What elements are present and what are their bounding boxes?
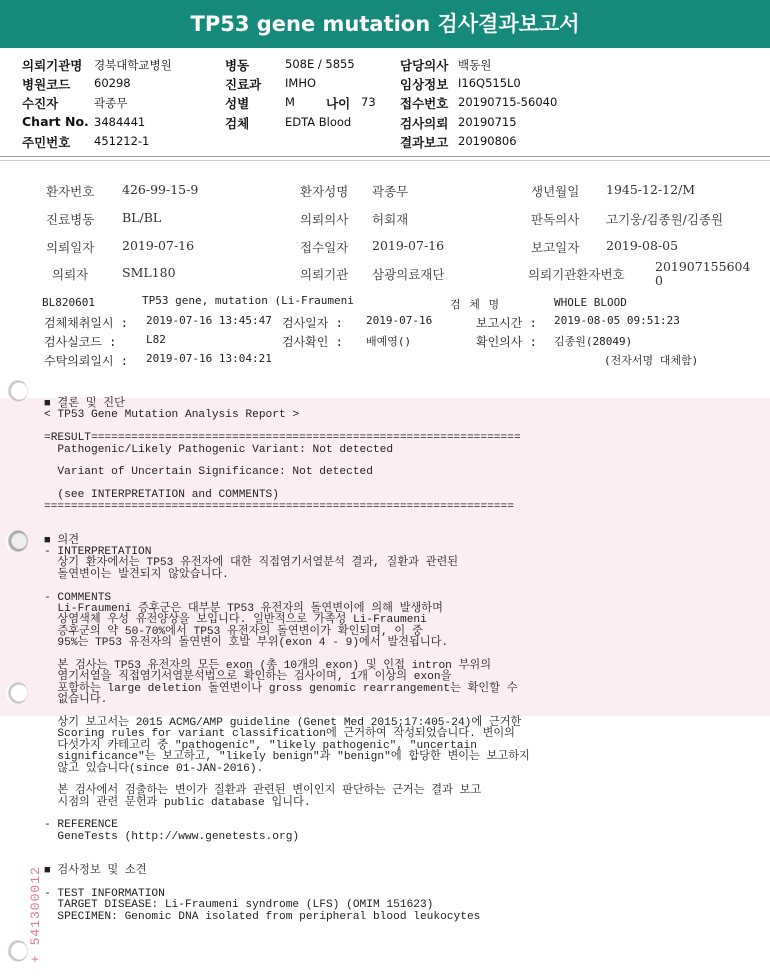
report-line: GeneTests (http://www.genetests.org) <box>44 830 300 843</box>
report-line: 시점의 관련 문헌과 public database 입니다. <box>44 796 311 809</box>
report-line: - INTERPRETATION <box>44 546 152 559</box>
header-label: 진료과 <box>225 77 262 92</box>
header-label: 결과보고 <box>400 135 449 150</box>
info-value: 고기웅/김종원/김종원 <box>606 212 724 227</box>
report-line: - COMMENTS <box>44 591 112 604</box>
report-line: 증후군의 약 50-70%에서 TP53 유전자의 돌연변이가 확인되며, 이 중 <box>44 625 423 638</box>
report-line: Pathogenic/Likely Pathogenic Variant: Not detected <box>44 443 394 456</box>
report-line: TARGET DISEASE: Li-Fraumeni syndrome (LFS) (OMIM 151623) <box>44 899 434 912</box>
header-label: 의뢰기관명 <box>22 58 83 73</box>
header-divider-2 <box>0 160 770 161</box>
report-line: 돌연변이는 발견되지 않았습니다. <box>44 568 229 581</box>
report-line <box>44 512 530 523</box>
e-signature-note: (전자서명 대체함) <box>604 354 699 367</box>
header-label: 접수번호 <box>400 96 449 111</box>
test-label: 검사일자 : <box>282 316 343 330</box>
header-value: 백동원 <box>458 58 492 72</box>
header-label: 병원코드 <box>22 77 71 92</box>
header-label: 임상정보 <box>400 77 449 92</box>
report-line <box>44 774 530 785</box>
report-line: 95%는 TP53 유전자의 돌연변이 호발 부위(exon 4 - 9)에서 발견됩니다. <box>44 637 449 650</box>
header-label: 주민번호 <box>22 135 71 150</box>
report-line: =RESULT================================================================ <box>44 432 521 445</box>
info-label: 보고일자 <box>531 240 580 255</box>
header-label: 검사의뢰 <box>400 116 449 131</box>
report-line: 없습니다. <box>44 694 108 707</box>
report-line: 본 검사에서 검출하는 변이가 질환과 관련된 변이인지 판단하는 근거는 결과 보고 <box>44 785 482 798</box>
test-label: 검사실코드 : <box>44 335 117 349</box>
report-line: 상염색체 우성 유전양상을 보입니다. 일반적으로 가족성 Li-Fraumeni <box>44 614 427 627</box>
test-label: 보고시간 : <box>476 316 537 330</box>
header-label: 성별 <box>225 96 250 111</box>
report-line: - TEST INFORMATION <box>44 887 165 900</box>
test-label: 확인의사 : <box>476 335 537 349</box>
report-line <box>44 842 530 853</box>
stamp-number: + 541300012 <box>28 866 43 963</box>
header-label: 검체 <box>225 116 250 131</box>
report-line: 상기 보고서는 2015 ACMG/AMP guideline (Genet Med 2015;17:405-24)에 근거한 <box>44 716 522 729</box>
header-value: 60298 <box>94 76 131 90</box>
age-label: 나이 <box>326 96 351 111</box>
report-line: SPECIMEN: Genomic DNA isolated from peripheral blood leukocytes <box>44 910 481 923</box>
info-value: 201907155604 <box>655 259 751 274</box>
info-label: 판독의사 <box>531 212 580 227</box>
report-line: (see INTERPRETATION and COMMENTS) <box>44 489 279 502</box>
test-value: 2019-08-05 09:51:23 <box>554 314 680 327</box>
report-line <box>44 649 530 660</box>
report-line <box>44 580 530 591</box>
report-line: Variant of Uncertain Significance: Not detected <box>44 466 373 479</box>
info-value: 0 <box>655 273 663 288</box>
report-line: 염기서열을 직접염기서열분석법으로 확인하는 검사이며, 1개 이상의 exon을 <box>44 671 452 684</box>
header-label: Chart No. <box>22 114 89 129</box>
header-label: 담당의사 <box>400 58 449 73</box>
report-line <box>44 421 530 432</box>
test-value: 김종원(28049) <box>554 335 633 348</box>
info-label: 의뢰일자 <box>46 240 95 255</box>
test-value: 2019-07-16 13:04:21 <box>146 352 272 365</box>
header-label: 병동 <box>225 58 250 73</box>
info-label: 환자성명 <box>300 184 349 199</box>
report-line <box>44 523 530 534</box>
specimen-value: WHOLE BLOOD <box>554 296 627 309</box>
info-value: SML180 <box>122 265 176 280</box>
info-value: 삼광의료재단 <box>372 267 445 282</box>
info-label: 진료병동 <box>46 212 95 227</box>
test-label: 수탁의뢰일시 : <box>44 354 129 368</box>
report-line: 상기 환자에서는 TP53 유전자에 대한 직접염기서열분석 결과, 질환과 관련된 <box>44 557 459 570</box>
punch-hole <box>6 380 28 402</box>
report-line <box>44 876 530 887</box>
test-value: L82 <box>146 333 166 346</box>
specimen-label: 검 체 명 <box>450 298 501 311</box>
report-line: 포함하는 large deletion 돌연변이나 gross genomic rearrangement는 확인할 수 <box>44 682 518 695</box>
header-value: M <box>285 95 295 109</box>
info-value: BL/BL <box>122 210 162 225</box>
header-value: 20190715 <box>458 115 517 129</box>
report-line: < TP53 Gene Mutation Analysis Report > <box>44 409 300 422</box>
report-line: 다섯가지 카테고리 중 "pathogenic", "likely pathogenic", "uncertain <box>44 739 477 752</box>
punch-hole <box>6 682 28 704</box>
info-value: 허회재 <box>372 212 409 227</box>
info-value: 2019-07-16 <box>122 238 195 253</box>
report-line: - REFERENCE <box>44 819 118 832</box>
report-line: 않고 있습니다(since 01-JAN-2016). <box>44 762 264 775</box>
info-value: 2019-08-05 <box>606 238 679 253</box>
header-value: EDTA Blood <box>285 115 352 129</box>
header-value: 곽종무 <box>94 96 128 110</box>
report-line <box>44 478 530 489</box>
report-title: TP53 gene mutation 검사결과보고서 <box>190 12 580 36</box>
info-label: 환자번호 <box>46 184 95 199</box>
info-value: 곽종무 <box>372 184 409 199</box>
test-name: TP53 gene, mutation (Li-Fraumeni <box>142 294 354 307</box>
header-value: 451212-1 <box>94 134 150 148</box>
report-line: ====================================================================== <box>44 500 514 513</box>
report-line <box>44 706 530 717</box>
header-value: 508E / 5855 <box>285 57 355 71</box>
report-line: ■ 결론 및 진단 <box>44 398 125 410</box>
report-line <box>44 854 530 865</box>
info-label: 의뢰의사 <box>300 212 349 227</box>
age-value: 73 <box>361 95 376 109</box>
report-line: Scoring rules for variant classification에 근거하여 작성되었습니다. 변이의 <box>44 728 515 741</box>
info-label: 의뢰자 <box>52 267 89 282</box>
test-value: 2019-07-16 13:45:47 <box>146 314 272 327</box>
header-value: 20190806 <box>458 134 517 148</box>
report-line <box>44 455 530 466</box>
header-value: 20190715-56040 <box>458 95 558 109</box>
report-body <box>44 398 530 922</box>
info-value: 426-99-15-9 <box>122 182 199 197</box>
info-label: 의뢰기관환자번호 <box>528 267 625 282</box>
header-value: 3484441 <box>94 115 146 129</box>
info-value: 1945-12-12/M <box>606 182 696 197</box>
test-value: 배예영() <box>366 335 412 348</box>
info-label: 의뢰기관 <box>300 267 349 282</box>
test-label: 검체채취일시 : <box>44 316 129 330</box>
punch-hole <box>6 530 28 552</box>
report-line: significance"는 보고하고, "likely benign"과 "benign"에 합당한 변이는 보고하지 <box>44 751 530 764</box>
header-divider <box>0 156 770 157</box>
info-label: 접수일자 <box>300 240 349 255</box>
info-label: 생년월일 <box>531 184 580 199</box>
punch-hole <box>6 940 28 962</box>
report-line: 본 검사는 TP53 유전자의 모든 exon (총 10개의 exon) 및 인접 intron 부위의 <box>44 659 492 672</box>
report-line: Li-Fraumeni 증후군은 대부분 TP53 유전자의 돌연변이에 의해 발생하며 <box>44 603 443 616</box>
report-line: ■ 검사정보 및 소견 <box>44 865 147 878</box>
report-line: ■ 의견 <box>44 534 80 547</box>
info-value: 2019-07-16 <box>372 238 445 253</box>
test-value: 2019-07-16 <box>366 314 433 327</box>
test-code: BL820601 <box>42 296 95 309</box>
report-line <box>44 808 530 819</box>
header-value: 경북대학교병원 <box>94 58 172 72</box>
header-value: IMHO <box>285 76 317 90</box>
test-label: 검사확인 : <box>282 335 343 349</box>
header-value: I16Q515L0 <box>458 76 521 90</box>
header-label: 수진자 <box>22 96 59 111</box>
